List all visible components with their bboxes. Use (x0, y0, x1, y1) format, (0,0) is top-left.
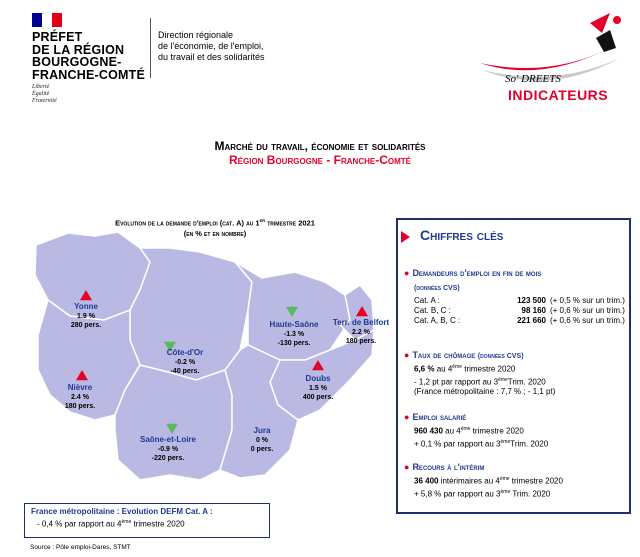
so-dreets-label: So' DREETS (505, 73, 561, 85)
source-note: Source : Pôle emploi-Dares, STMT (30, 544, 131, 551)
dept-pers-label: -40 pers. (170, 368, 200, 375)
demandeurs-row: Cat. A, B, C : 221 660 (+ 0,6 % sur un trim.) (414, 316, 625, 325)
section-chomage: ● Taux de chômage (données CVS) 6,6 % au 4ème trimestre 2020 - 1,2 pt par rapport au 3èmeTrim. 2020 (France métropolitaine : 7,7 % ; - 1,1 pt) (404, 350, 556, 397)
dept-pct-label: 2.2 % (352, 329, 370, 336)
demandeurs-row: Cat. A : 123 500 (+ 0,5 % sur un trim.) (414, 296, 625, 305)
page-title: Marché du travail, économie et solidarités (214, 139, 426, 153)
dept-saone-et-loire-shape (115, 365, 232, 480)
dept-name-label: Saône-et-Loire (139, 435, 197, 444)
dept-name-label: Côte-d'Or (166, 348, 204, 357)
dept-pers-label: 280 pers. (70, 322, 102, 329)
dept-pct-label: -0.2 % (174, 359, 196, 366)
key-figures-title: Chiffres clés (420, 227, 504, 243)
prefet-title: PRÉFET DE LA RÉGION BOURGOGNE- FRANCHE-COMTÉ (32, 30, 146, 82)
dept-pct-label: -1.3 % (283, 331, 305, 338)
dept-name-label: Doubs (305, 374, 331, 383)
page-subtitle: Région Bourgogne - Franche-Comté (229, 153, 411, 167)
map-title: Evolution de la demande d'emploi (cat. A) au 1er trimestre 2021 (en % et en nombre) (115, 218, 315, 238)
bullet-icon: ● (404, 462, 410, 472)
bullet-icon: ● (404, 412, 410, 422)
dept-name-label: Jura (253, 426, 271, 435)
dept-pct-label: -0.9 % (157, 446, 179, 453)
section-demandeurs: ● Demandeurs d'emploi en fin de mois (données CVS) Cat. A : 123 500 (+ 0,5 % sur un trim.) Cat. B, C : 98 160 (+ 0,6 % sur un trim.) Cat. A, B, C : 221 660 (+ 0,6 % sur un trim.) (404, 268, 625, 325)
dept-pers-label: 400 pers. (302, 394, 334, 401)
dept-pers-label: 180 pers. (345, 338, 377, 345)
dept-pers-label: 180 pers. (64, 403, 96, 410)
dept-name-label: Terr. de Belfort (332, 318, 390, 327)
republic-motto: Liberté Égalité Fraternité (32, 84, 57, 104)
section-interim: ● Recours à l'intérim 36 400 intérimaires au 4ème trimestre 2020 + 5,8 % par rapport au 3ème Trim. 2020 (404, 462, 563, 499)
dept-pct-label: 1.5 % (309, 385, 327, 392)
dept-pct-label: 2.4 % (71, 394, 89, 401)
dept-name-label: Nièvre (67, 383, 93, 392)
demandeurs-row: Cat. B, C : 98 160 (+ 0,6 % sur un trim.) (414, 306, 625, 315)
dept-name-label: Haute-Saône (269, 320, 319, 329)
dept-pers-label: -220 pers. (151, 455, 185, 462)
dept-pct-label: 1.9 % (77, 313, 95, 320)
bullet-icon: ● (404, 268, 410, 278)
bullet-icon: ● (404, 350, 410, 360)
key-figures-arrow-icon (401, 231, 410, 243)
dept-pers-label: -130 pers. (277, 340, 311, 347)
dept-pers-label: 0 pers. (250, 446, 274, 453)
indicateurs-label: INDICATEURS (508, 87, 609, 103)
direction-name: Direction régionale de l'économie, de l'emploi, du travail et des solidarités (158, 30, 265, 62)
dept-name-label: Yonne (74, 302, 98, 311)
section-emploi: ● Emploi salarié 960 430 au 4ème trimestre 2020 + 0,1 % par rapport au 3èmeTrim. 2020 (404, 412, 549, 449)
dept-pct-label: 0 % (255, 437, 269, 444)
national-box: France métropolitaine : Evolution DEFM Cat. A : - 0,4 % par rapport au 4ème trimestre 2020 (24, 503, 270, 538)
